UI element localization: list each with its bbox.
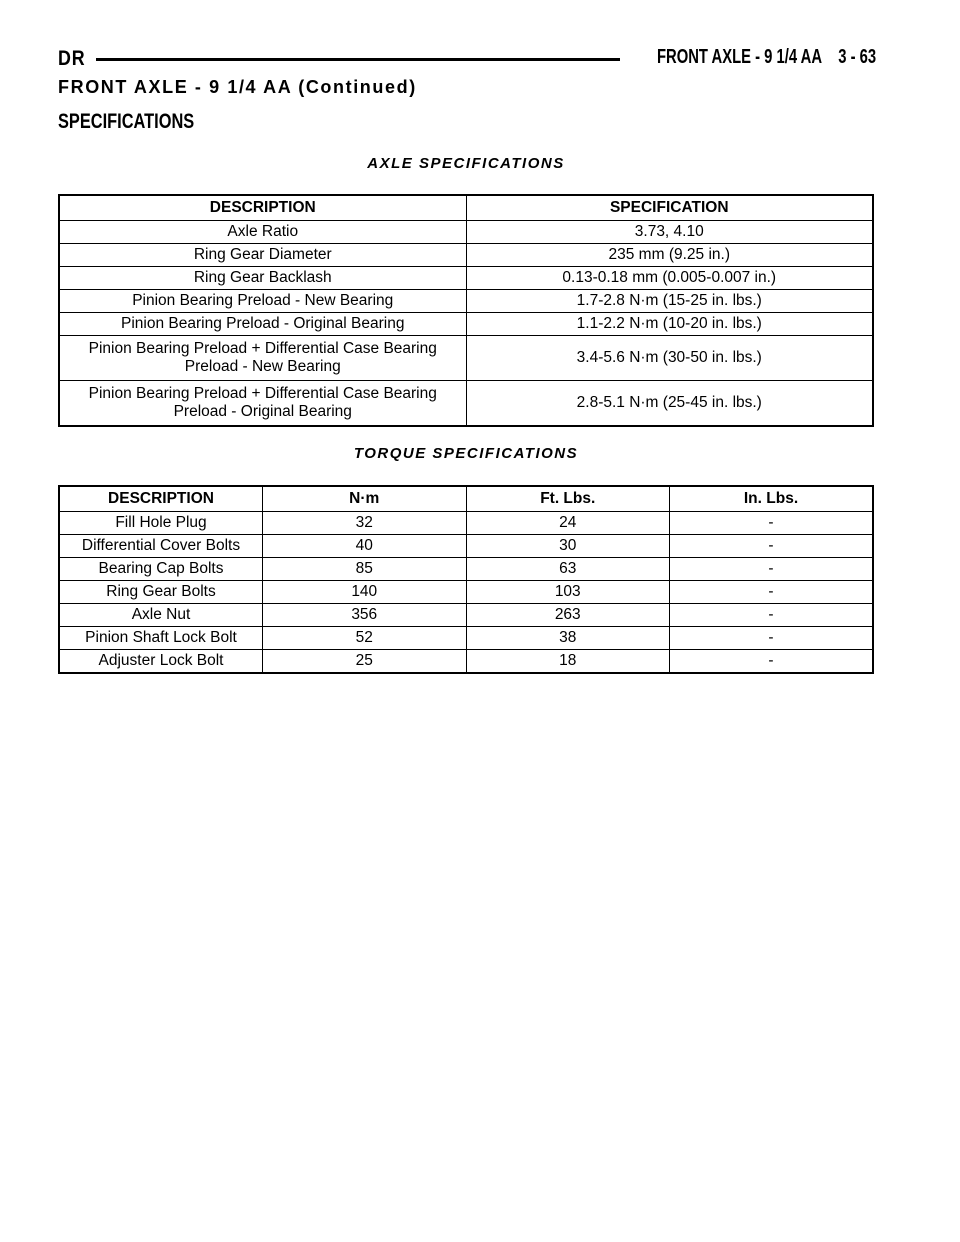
description-cell: Ring Gear Backlash [59,267,466,290]
description-cell: Bearing Cap Bolts [59,558,263,581]
description-cell: Axle Nut [59,604,263,627]
description-cell: Pinion Bearing Preload - Original Bearing [59,313,466,336]
header-rule [96,58,620,61]
specification-cell: 2.8-5.1 N·m (25-45 in. lbs.) [466,381,873,427]
table-row [59,381,873,427]
description-cell: Differential Cover Bolts [59,535,263,558]
newton-meter-cell: 32 [263,512,467,535]
newton-meter-cell: 52 [263,627,467,650]
description-cell: Pinion Shaft Lock Bolt [59,627,263,650]
table-row [59,290,873,313]
inch-pounds-cell: - [670,650,874,674]
inch-pounds-cell: - [670,581,874,604]
foot-pounds-cell: 30 [466,535,670,558]
header-section-info [657,46,876,69]
table-row [59,221,873,244]
table-row [59,244,873,267]
newton-meter-cell: 40 [263,535,467,558]
column-header: SPECIFICATION [466,195,873,221]
specification-cell: 1.7-2.8 N·m (15-25 in. lbs.) [466,290,873,313]
table-row [59,313,873,336]
specification-cell: 1.1-2.2 N·m (10-20 in. lbs.) [466,313,873,336]
foot-pounds-cell: 18 [466,650,670,674]
specification-cell: 235 mm (9.25 in.) [466,244,873,267]
description-cell [59,336,466,381]
description-line: Pinion Bearing Preload + Differential Case Bearing [88,340,437,357]
description-cell: Axle Ratio [59,221,466,244]
description-cell: Pinion Bearing Preload - New Bearing [59,290,466,313]
newton-meter-cell: 85 [263,558,467,581]
inch-pounds-cell: - [670,604,874,627]
torque-specifications-title: TORQUE SPECIFICATIONS [353,445,579,462]
inch-pounds-cell: - [670,627,874,650]
description-cell [59,381,466,427]
table-row [59,650,873,674]
newton-meter-cell: 140 [263,581,467,604]
description-cell: Fill Hole Plug [59,512,263,535]
table-header-row [59,195,873,221]
description-cell: Ring Gear Diameter [59,244,466,267]
table-row [59,558,873,581]
axle-specifications-title: AXLE SPECIFICATIONS [367,155,565,172]
column-header: DESCRIPTION [59,195,466,221]
foot-pounds-cell: 63 [466,558,670,581]
header-page-number: 3 - 63 [838,46,876,68]
description-cell: Ring Gear Bolts [59,581,263,604]
section-title: SPECIFICATIONS [58,110,195,133]
description-line: Preload - New Bearing [184,358,341,375]
column-header: In. Lbs. [670,486,874,512]
table-row [59,512,873,535]
axle-specifications-table [58,194,874,427]
table-row [59,581,873,604]
newton-meter-cell: 356 [263,604,467,627]
specification-cell: 3.4-5.6 N·m (30-50 in. lbs.) [466,336,873,381]
table-row [59,336,873,381]
foot-pounds-cell: 263 [466,604,670,627]
table-row [59,604,873,627]
torque-specifications-table [58,485,874,674]
page-header [58,40,876,76]
column-header: Ft. Lbs. [466,486,670,512]
foot-pounds-cell: 24 [466,512,670,535]
table-row [59,627,873,650]
inch-pounds-cell: - [670,512,874,535]
table-row [59,267,873,290]
foot-pounds-cell: 38 [466,627,670,650]
description-cell: Adjuster Lock Bolt [59,650,263,674]
newton-meter-cell: 25 [263,650,467,674]
table-row [59,535,873,558]
foot-pounds-cell: 103 [466,581,670,604]
specification-cell: 0.13-0.18 mm (0.005-0.007 in.) [466,267,873,290]
specification-cell: 3.73, 4.10 [466,221,873,244]
column-header: DESCRIPTION [59,486,263,512]
table-header-row [59,486,873,512]
header-model-code: DR [58,47,86,70]
description-line: Pinion Bearing Preload + Differential Case Bearing [88,385,437,402]
header-section-title: FRONT AXLE - 9 1/4 AA [656,46,822,68]
column-header: N·m [263,486,467,512]
description-line: Preload - Original Bearing [173,403,352,420]
inch-pounds-cell: - [670,558,874,581]
inch-pounds-cell: - [670,535,874,558]
continued-title: FRONT AXLE - 9 1/4 AA (Continued) [58,77,417,97]
